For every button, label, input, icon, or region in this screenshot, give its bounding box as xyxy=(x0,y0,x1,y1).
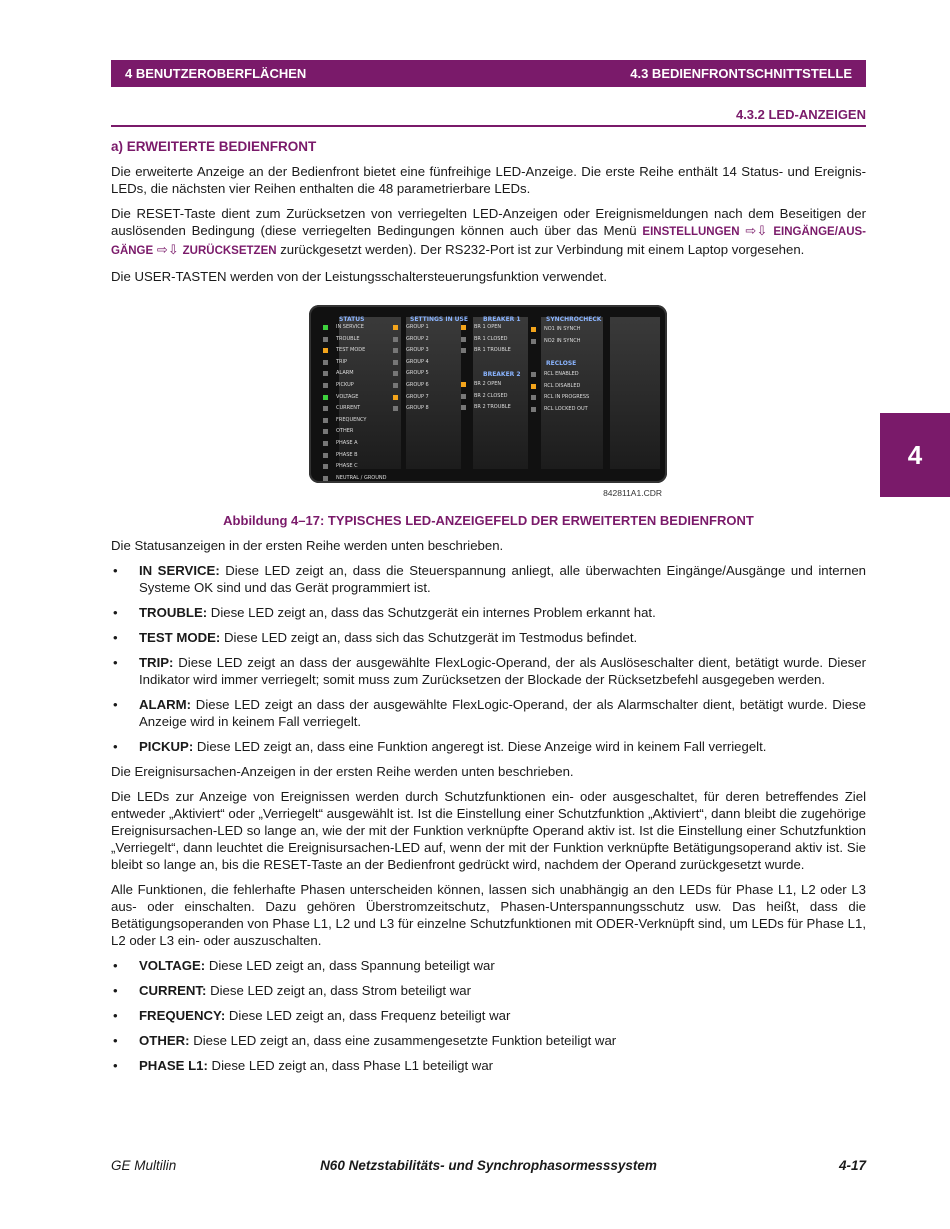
paragraph: Die Ereignisursachen-Anzeigen in der ersten Reihe werden unten beschrieben. xyxy=(111,764,574,779)
section-title: 4.3 BEDIENFRONTSCHNITTSTELLE xyxy=(630,66,852,81)
led-label: GROUP 1 xyxy=(406,324,429,330)
led-indicator xyxy=(323,348,328,353)
bullet-text: Diese LED zeigt an, dass Spannung beteiligt war xyxy=(205,958,495,973)
chapter-header-bar xyxy=(111,60,866,87)
footer-page-number: 4-17 xyxy=(838,1158,866,1173)
led-label: BR 1 CLOSED xyxy=(474,335,508,342)
bullet-term: IN SERVICE: xyxy=(139,563,220,578)
bullet-term: ALARM: xyxy=(139,697,192,712)
led-label: BR 2 CLOSED xyxy=(474,392,508,399)
bullet-item xyxy=(111,696,866,730)
led-indicator xyxy=(393,371,398,376)
led-indicator xyxy=(323,383,328,388)
bullet-term: OTHER: xyxy=(139,1033,190,1048)
bullet-term: TROUBLE: xyxy=(139,605,208,620)
led-indicator xyxy=(323,325,328,330)
led-indicator xyxy=(531,339,536,344)
bullet-item xyxy=(111,957,866,974)
led-label: IN SERVICE xyxy=(336,324,364,330)
footer-company: GE Multilin xyxy=(111,1158,177,1173)
figure-caption: Abbildung 4–17: TYPISCHES LED-ANZEIGEFELD DER ERWEITERTEN BEDIENFRONT xyxy=(223,513,754,528)
bullet-term: CURRENT: xyxy=(139,983,207,998)
led-label: PICKUP xyxy=(336,382,354,388)
led-label: GROUP 7 xyxy=(406,393,429,400)
led-indicator xyxy=(393,383,398,388)
led-indicator xyxy=(393,360,398,365)
subsection-rule xyxy=(111,125,866,127)
bullet-item xyxy=(111,1032,866,1049)
led-label: OTHER xyxy=(336,428,354,435)
menu-path-settings: EINSTELLUNGEN xyxy=(642,226,740,238)
led-indicator xyxy=(461,394,466,399)
bullet-item xyxy=(111,738,866,755)
bullet-item xyxy=(111,1057,866,1074)
paragraph-reset xyxy=(111,205,866,260)
page-content xyxy=(111,138,866,1082)
led-indicator xyxy=(393,337,398,342)
led-label: GROUP 4 xyxy=(406,358,429,365)
led-indicator xyxy=(323,464,328,469)
bullet-text: Diese LED zeigt an, dass sich das Schutzgerät im Testmodus befindet. xyxy=(220,630,638,645)
led-indicator xyxy=(323,476,328,481)
panel-column xyxy=(610,317,660,469)
led-label: BR 2 TROUBLE xyxy=(474,404,511,411)
led-label: GROUP 8 xyxy=(406,405,429,412)
led-label: GROUP 5 xyxy=(406,370,429,377)
chapter-tab: 4 xyxy=(880,413,950,497)
menu-path-reset: ZURÜCKSETZEN xyxy=(182,245,277,257)
paragraph: Die LEDs zur Anzeige von Ereignissen werden durch Schutzfunktionen ein- oder ausgeschaltet, für deren betreffendes Ziel entweder „Aktiviert“ oder „Verriegelt“ ausgewählt ist. Ist die Einstellung einer Schutzfunktion „Aktiviert“, dann bleibt die zugehörige Ereignisursachen-LED so lange an, wie der mit der Funktion verknüpfte Operand aktiv ist. Ist die Einstellung einer Schutzfunktion „Verriegelt“, dann leuchtet die Ereignisursachen-LED auf, wenn der mit der Funktion verknüpfte Betätigungsoperand aktiv ist. Sie bleibt so lange an, bis die RESET-Taste an der Bedienfront gedrückt wird, nachdem der Operand zurückgesetzt wurde. xyxy=(111,789,866,872)
paragraph: Die Statusanzeigen in der ersten Reihe werden unten beschrieben. xyxy=(111,538,504,553)
bullet-text: Diese LED zeigt an, dass die Steuerspannung anliegt, alle überwachten Eingänge/Ausgänge und internen Systeme OK sind und das Gerät programmiert ist. xyxy=(139,563,866,595)
led-row xyxy=(461,342,511,359)
bullet-item xyxy=(111,654,866,688)
section-heading: a) ERWEITERTE BEDIENFRONT xyxy=(111,139,317,154)
led-label: BR 2 OPEN xyxy=(474,381,502,387)
led-indicator xyxy=(323,453,328,458)
panel-header-status: STATUS xyxy=(339,316,365,323)
led-label: ALARM xyxy=(336,370,354,377)
bullet-term: PICKUP: xyxy=(139,739,194,754)
paragraph: Die USER-TASTEN werden von der Leistungsschaltersteuerungsfunktion verwendet. xyxy=(111,269,607,284)
led-indicator xyxy=(461,337,466,342)
led-indicator xyxy=(323,406,328,411)
menu-path-io: EINGÄNGE/AUS-GÄNGE xyxy=(111,226,867,257)
led-row xyxy=(323,470,387,483)
paragraph: Die erweiterte Anzeige an der Bedienfront bietet eine fünfreihige LED-Anzeige. Die erste Reihe enthält 14 Status- und Ereignis-LEDs, die nächsten vier Reihen enthalten die 48 parametrierbare LEDs. xyxy=(111,164,866,196)
led-label: GROUP 6 xyxy=(406,382,429,388)
led-row xyxy=(393,400,429,417)
led-label: NO2 IN SYNCH xyxy=(544,337,581,344)
bullet-text: Diese LED zeigt an, dass Phase L1 beteiligt war xyxy=(207,1058,494,1073)
figure-code: 842811A1.CDR xyxy=(603,488,662,498)
subsection-title: 4.3.2 LED-ANZEIGEN xyxy=(735,107,866,122)
bullet-item xyxy=(111,1007,866,1024)
led-label: GROUP 2 xyxy=(406,335,429,342)
led-indicator xyxy=(393,395,398,400)
led-label: TEST MODE xyxy=(336,347,366,354)
bullet-term: PHASE L1: xyxy=(139,1058,208,1073)
bullet-text: Diese LED zeigt an dass der ausgewählte FlexLogic-Operand, der als Alarmschalter dient, betätigt wurde. Diese Anzeige wird in keinem Fall verriegelt. xyxy=(139,697,866,729)
led-row xyxy=(461,399,511,416)
led-indicator xyxy=(323,418,328,423)
led-label: RCL ENABLED xyxy=(544,371,579,377)
bullet-text: Diese LED zeigt an, dass das Schutzgerät ein internes Problem erkannt hat. xyxy=(207,605,656,620)
led-indicator xyxy=(531,384,536,389)
panel-header-reclose: RECLOSE xyxy=(546,360,577,367)
bullet-text: Diese LED zeigt an dass der ausgewählte FlexLogic-Operand, der als Auslöseschalter dient, betätigt wurde. Dieser Indikator wird immer verriegelt; somit muss zum Zurücksetzen der Blockade der Rücksetzbefehl ausgegeben werden. xyxy=(139,655,866,687)
led-indicator xyxy=(323,371,328,376)
led-label: TRIP xyxy=(336,358,348,365)
panel-header-settings: SETTINGS IN USE xyxy=(410,316,468,323)
chapter-title: 4 BENUTZEROBERFLÄCHEN xyxy=(125,66,307,81)
paragraph: Alle Funktionen, die fehlerhafte Phasen unterscheiden können, lassen sich unabhängig an den LEDs für Phase L1, L2 oder L3 aus- oder einschalten. Dazu gehören Überstromzeitschutz, Phasen-Unterspannungsschutz usw. Das heißt, dass die Betätigungsoperanden von Phase L1, L2 und L3 für einzelne Schutzfunktionen mit ODER-Verknüpft sind, um LEDs für Phase L1, L2 oder L3 ein- oder auszuschalten. xyxy=(111,882,866,948)
arrow-icon: ⇨⇩ xyxy=(745,223,768,238)
led-label: RCL IN PROGRESS xyxy=(544,394,590,401)
led-indicator xyxy=(531,407,536,412)
led-label: CURRENT xyxy=(336,405,361,412)
led-indicator xyxy=(393,325,398,330)
led-indicator xyxy=(323,337,328,342)
bullet-text: Diese LED zeigt an, dass eine zusammengesetzte Funktion beteiligt war xyxy=(189,1033,617,1048)
bullet-text: Diese LED zeigt an, dass Frequenz beteiligt war xyxy=(225,1008,511,1023)
led-label: BR 1 OPEN xyxy=(474,324,502,330)
led-panel-image xyxy=(309,305,667,483)
status-bullet-list xyxy=(111,562,866,755)
cause-bullet-list xyxy=(111,957,866,1074)
led-indicator xyxy=(323,360,328,365)
led-indicator xyxy=(323,429,328,434)
led-label: NO1 IN SYNCH xyxy=(544,326,581,332)
paragraph-text: zurückgesetzt werden). Der RS232-Port ist zur Verbindung mit einem Laptop vorgesehen. xyxy=(276,242,805,257)
led-label: PHASE C xyxy=(336,463,358,470)
page-footer xyxy=(111,1158,866,1174)
led-indicator xyxy=(323,395,328,400)
panel-header-synchrocheck: SYNCHROCHECK xyxy=(546,316,602,323)
bullet-term: FREQUENCY: xyxy=(139,1008,226,1023)
led-label: TROUBLE xyxy=(336,335,360,342)
led-label: GROUP 3 xyxy=(406,347,429,354)
led-indicator xyxy=(323,441,328,446)
footer-product: N60 Netzstabilitäts- und Synchrophasormesssystem xyxy=(320,1158,657,1173)
led-label: RCL DISABLED xyxy=(544,382,581,389)
bullet-text: Diese LED zeigt an, dass eine Funktion angeregt ist. Diese Anzeige wird in keinem Fall verriegelt. xyxy=(193,739,767,754)
led-label: VOLTAGE xyxy=(336,393,359,400)
led-indicator xyxy=(461,325,466,330)
led-label: PHASE A xyxy=(336,440,358,446)
led-indicator xyxy=(461,405,466,410)
led-label: BR 1 TROUBLE xyxy=(474,347,511,354)
bullet-term: TRIP: xyxy=(139,655,174,670)
led-row xyxy=(531,401,588,418)
led-indicator xyxy=(393,406,398,411)
led-indicator xyxy=(531,395,536,400)
bullet-term: TEST MODE: xyxy=(139,630,221,645)
led-indicator xyxy=(531,372,536,377)
led-indicator xyxy=(531,327,536,332)
led-label: RCL LOCKED OUT xyxy=(544,405,588,412)
led-label: NEUTRAL / GROUND xyxy=(336,474,387,481)
arrow-icon: ⇨⇩ xyxy=(156,242,179,257)
bullet-item xyxy=(111,562,866,596)
bullet-item xyxy=(111,982,866,999)
paragraph-text: Die RESET-Taste dient zum Zurücksetzen von verriegelten LED-Anzeigen oder Ereignismeldungen nach dem Beseitigen der auslösenden Bedingung (diese verriegelten Bedingungen können auch über das Menü xyxy=(111,206,866,238)
led-row xyxy=(531,333,580,350)
led-indicator xyxy=(461,382,466,387)
led-label: FREQUENCY xyxy=(336,416,367,423)
panel-header-breaker2: BREAKER 2 xyxy=(483,371,521,378)
bullet-item xyxy=(111,604,866,621)
led-indicator xyxy=(461,348,466,353)
bullet-item xyxy=(111,629,866,646)
led-label: PHASE B xyxy=(336,451,358,458)
figure-led-panel xyxy=(111,305,866,510)
panel-header-breaker1: BREAKER 1 xyxy=(483,316,521,323)
led-indicator xyxy=(393,348,398,353)
bullet-term: VOLTAGE: xyxy=(139,958,206,973)
bullet-text: Diese LED zeigt an, dass Strom beteiligt war xyxy=(206,983,472,998)
